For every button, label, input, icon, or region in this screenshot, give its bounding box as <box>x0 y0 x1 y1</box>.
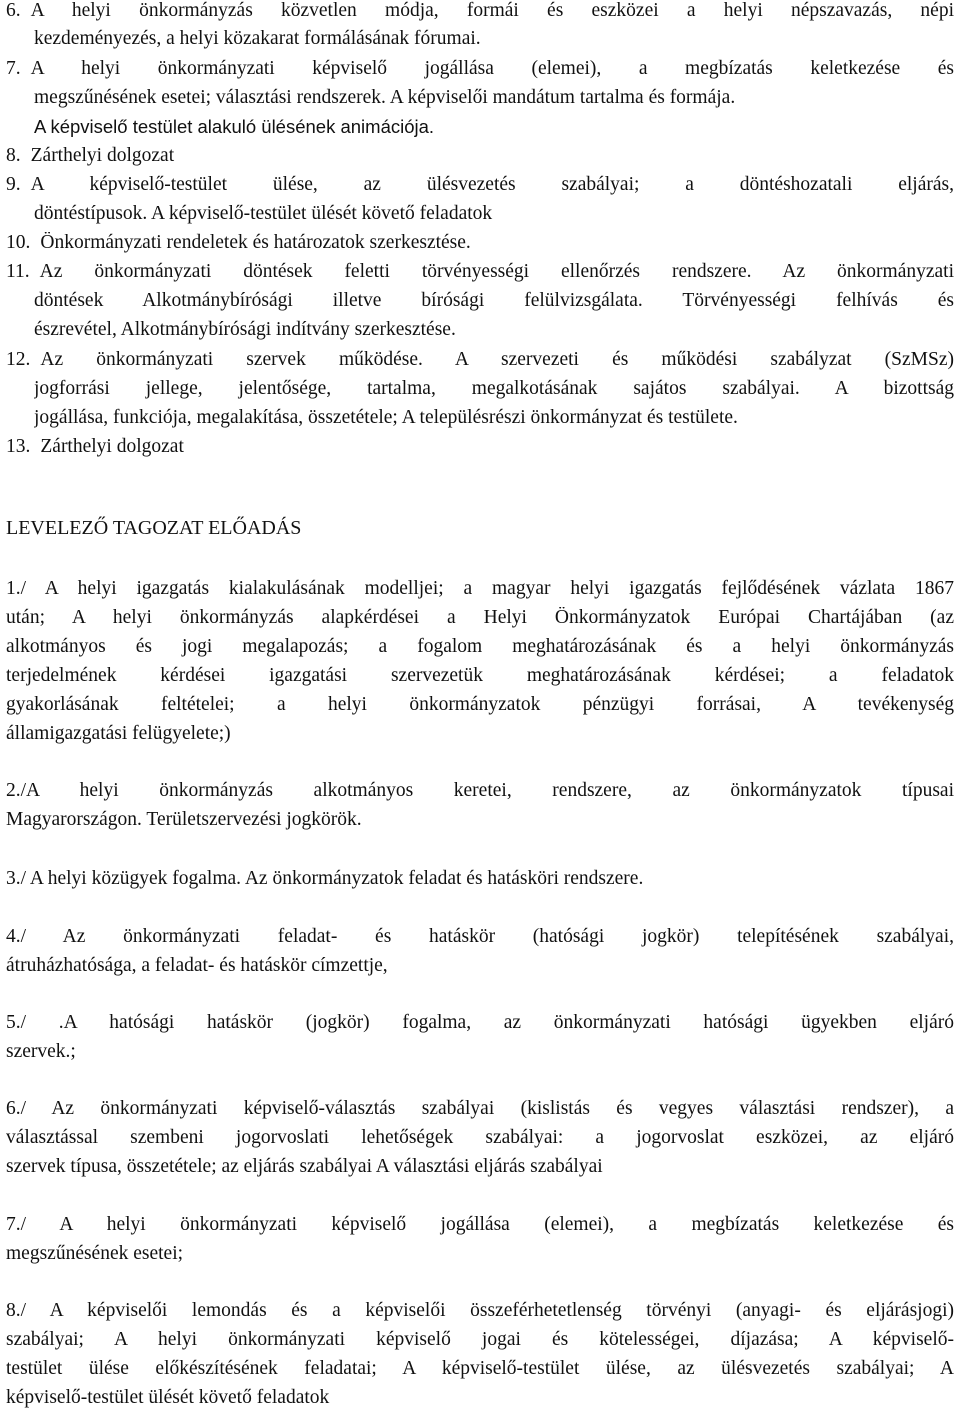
paragraph-line: szabályai; A helyi önkormányzati képviselő jogai és kötelességei, díjazása; A képviselő- <box>6 1329 954 1350</box>
list-line: döntéstípusok. A képviselő-testület ülését követő feladatok <box>34 203 493 224</box>
paragraph-line: 5./ .A hatósági hatáskör (jogkör) fogalma, az önkormányzati hatósági ügyekben eljáró <box>6 1012 954 1033</box>
paragraph-line: 2./A helyi önkormányzás alkotmányos keretei, rendszere, az önkormányzatok típusai <box>6 780 954 801</box>
paragraph-line: államigazgatási felügyelete;) <box>6 723 231 744</box>
list-line: jogállása, funkciója, megalakítása, összetétele; A településrészi önkormányzat és testülete. <box>34 407 738 428</box>
list-line: megszűnésének esetei; választási rendszerek. A képviselői mandátum tartalma és formája. <box>34 87 736 108</box>
list-line: 10. Önkormányzati rendeletek és határozatok szerkesztése. <box>6 232 471 253</box>
paragraph-line: terjedelmének kérdései igazgatási szervezetük meghatározásának kérdései; a feladatok <box>6 665 954 686</box>
paragraph-line: 1./ A helyi igazgatás kialakulásának modelljei; a magyar helyi igazgatás fejlődésének vázlata 1867 <box>6 578 954 599</box>
list-line: kezdeményezés, a helyi közakarat formálásának fórumai. <box>34 28 481 49</box>
paragraph-line: testület ülése előkészítésének feladatai; A képviselő-testület ülése, az ülésvezetés szabályai; A <box>6 1358 954 1379</box>
list-line: döntések Alkotmánybírósági illetve bírósági felülvizsgálata. Törvényességi felhívás és <box>34 290 954 311</box>
paragraph-line: szervek.; <box>6 1041 76 1062</box>
paragraph-line: megszűnésének esetei; <box>6 1243 184 1264</box>
paragraph-line: Magyarországon. Területszervezési jogkörök. <box>6 809 362 830</box>
paragraph-line: szervek típusa, összetétele; az eljárás szabályai A választási eljárás szabályai <box>6 1156 603 1177</box>
list-line: 6. A helyi önkormányzás közvetlen módja, formái és eszközei a helyi népszavazás, népi <box>6 0 954 21</box>
list-line: 9. A képviselő-testület ülése, az ülésvezetés szabályai; a döntéshozatali eljárás, <box>6 174 954 195</box>
paragraph-line: 7./ A helyi önkormányzati képviselő jogállása (elemei), a megbízatás keletkezése és <box>6 1214 954 1235</box>
paragraph-line: 3./ A helyi közügyek fogalma. Az önkormányzatok feladat és hatásköri rendszere. <box>6 868 644 889</box>
paragraph-line: 4./ Az önkormányzati feladat- és hatáskör (hatósági jogkör) telepítésének szabályai, <box>6 926 954 947</box>
paragraph-line: átruházhatósága, a feladat- és hatáskör címzettje, <box>6 955 388 976</box>
paragraph-line: képviselő-testület ülését követő feladatok <box>6 1387 330 1408</box>
paragraph-line: gyakorlásának feltételei; a helyi önkormányzatok pénzügyi forrásai, A tevékenység <box>6 694 954 715</box>
list-line: észrevétel, Alkotmánybírósági indítvány szerkesztése. <box>34 319 456 340</box>
list-line: A képviselő testület alakuló ülésének animációja. <box>34 116 435 137</box>
list-line: 11. Az önkormányzati döntések feletti törvényességi ellenőrzés rendszere. Az önkormányzati <box>6 261 954 282</box>
section-heading: LEVELEZŐ TAGOZAT ELŐADÁS <box>6 517 302 539</box>
list-line: jogforrási jellege, jelentősége, tartalma, megalkotásának sajátos szabályai. A bizottság <box>34 378 954 399</box>
paragraph-line: után; A helyi önkormányzás alapkérdései a Helyi Önkormányzatok Európai Chartájában (az <box>6 607 954 628</box>
list-line: 8. Zárthelyi dolgozat <box>6 145 175 166</box>
paragraph-line: alkotmányos és jogi megalapozás; a fogalom meghatározásának és a helyi önkormányzás <box>6 636 954 657</box>
paragraph-line: választással szembeni jogorvoslati lehetőségek szabályai: a jogorvoslat eszközei, az eljáró <box>6 1127 954 1148</box>
list-line: 12. Az önkormányzati szervek működése. A szervezeti és működési szabályzat (SzMSz) <box>6 349 954 370</box>
paragraph-line: 8./ A képviselői lemondás és a képviselői összeférhetetlenség törvényi (anyagi- és eljárásjogi) <box>6 1300 954 1321</box>
list-line: 13. Zárthelyi dolgozat <box>6 436 184 457</box>
paragraph-line: 6./ Az önkormányzati képviselő-választás szabályai (kislistás és vegyes választási rendszer), a <box>6 1098 954 1119</box>
list-line: 7. A helyi önkormányzati képviselő jogállása (elemei), a megbízatás keletkezése és <box>6 58 954 79</box>
